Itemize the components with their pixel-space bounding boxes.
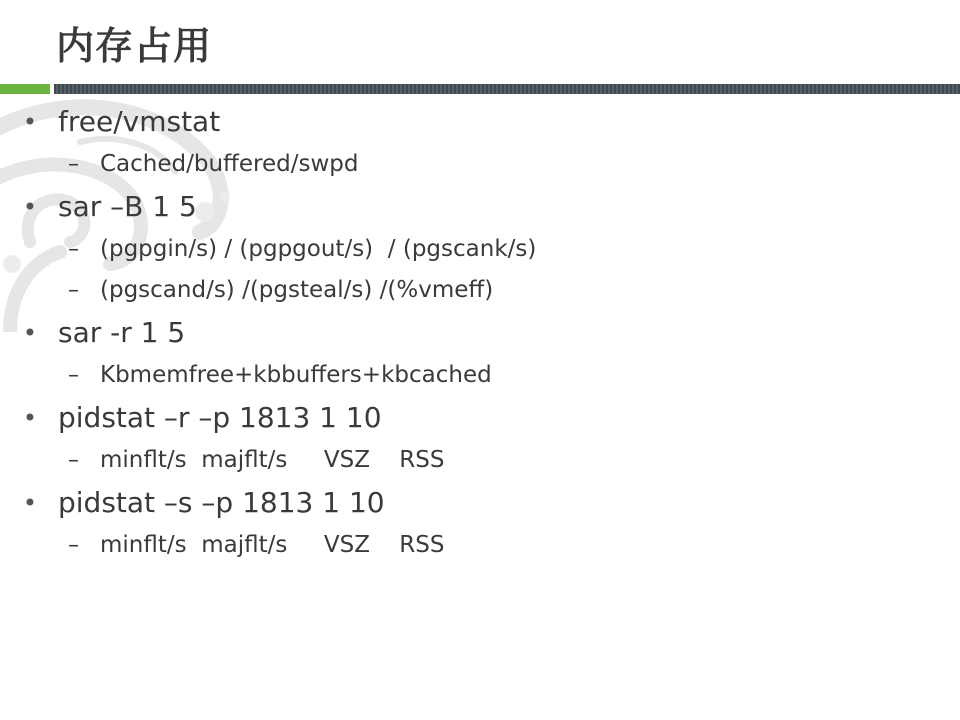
- bullet-icon: •: [22, 193, 38, 221]
- page-title: 内存占用: [56, 24, 213, 68]
- dash-icon: –: [68, 237, 79, 262]
- title-rule: [54, 84, 960, 94]
- dash-icon: –: [68, 363, 79, 388]
- sub-list-item-text: minflt/s majflt/s VSZ RSS: [100, 532, 445, 558]
- bullet-icon: •: [22, 108, 38, 136]
- dash-icon: –: [68, 278, 79, 303]
- dash-icon: –: [68, 533, 79, 558]
- dash-icon: –: [68, 152, 79, 177]
- list-item-text: sar –B 1 5: [58, 190, 197, 223]
- dash-icon: –: [68, 448, 79, 473]
- list-item-text: pidstat –s –p 1813 1 10: [58, 486, 385, 519]
- list-item: [20, 481, 940, 566]
- list-item-text: sar -r 1 5: [58, 316, 186, 349]
- list-item: [20, 311, 940, 396]
- sub-list-item: [20, 440, 940, 481]
- bullet-icon: •: [22, 319, 38, 347]
- bullet-icon: •: [22, 489, 38, 517]
- bullet-icon: •: [22, 404, 38, 432]
- list-item-text: free/vmstat: [58, 105, 221, 138]
- sub-list-item: [20, 270, 940, 311]
- list-item: [20, 100, 940, 185]
- list-item-text: pidstat –r –p 1813 1 10: [58, 401, 382, 434]
- list-item: [20, 185, 940, 311]
- sub-list-item: [20, 144, 940, 185]
- sub-list-item: [20, 229, 940, 270]
- sub-list-item-text: minflt/s majflt/s VSZ RSS: [100, 447, 445, 473]
- sub-list-item-text: Cached/buffered/swpd: [100, 151, 359, 177]
- list-item: [20, 396, 940, 481]
- sub-list-item-text: (pgpgin/s) / (pgpgout/s) / (pgscank/s): [100, 236, 537, 262]
- title-rule-accent: [0, 84, 50, 94]
- sub-list-item: [20, 525, 940, 566]
- sub-list-item-text: (pgscand/s) /(pgsteal/s) /(%vmeff): [100, 277, 494, 303]
- sub-list-item-text: Kbmemfree+kbbuffers+kbcached: [100, 362, 492, 388]
- sub-list-item: [20, 355, 940, 396]
- bullet-list: [20, 100, 940, 566]
